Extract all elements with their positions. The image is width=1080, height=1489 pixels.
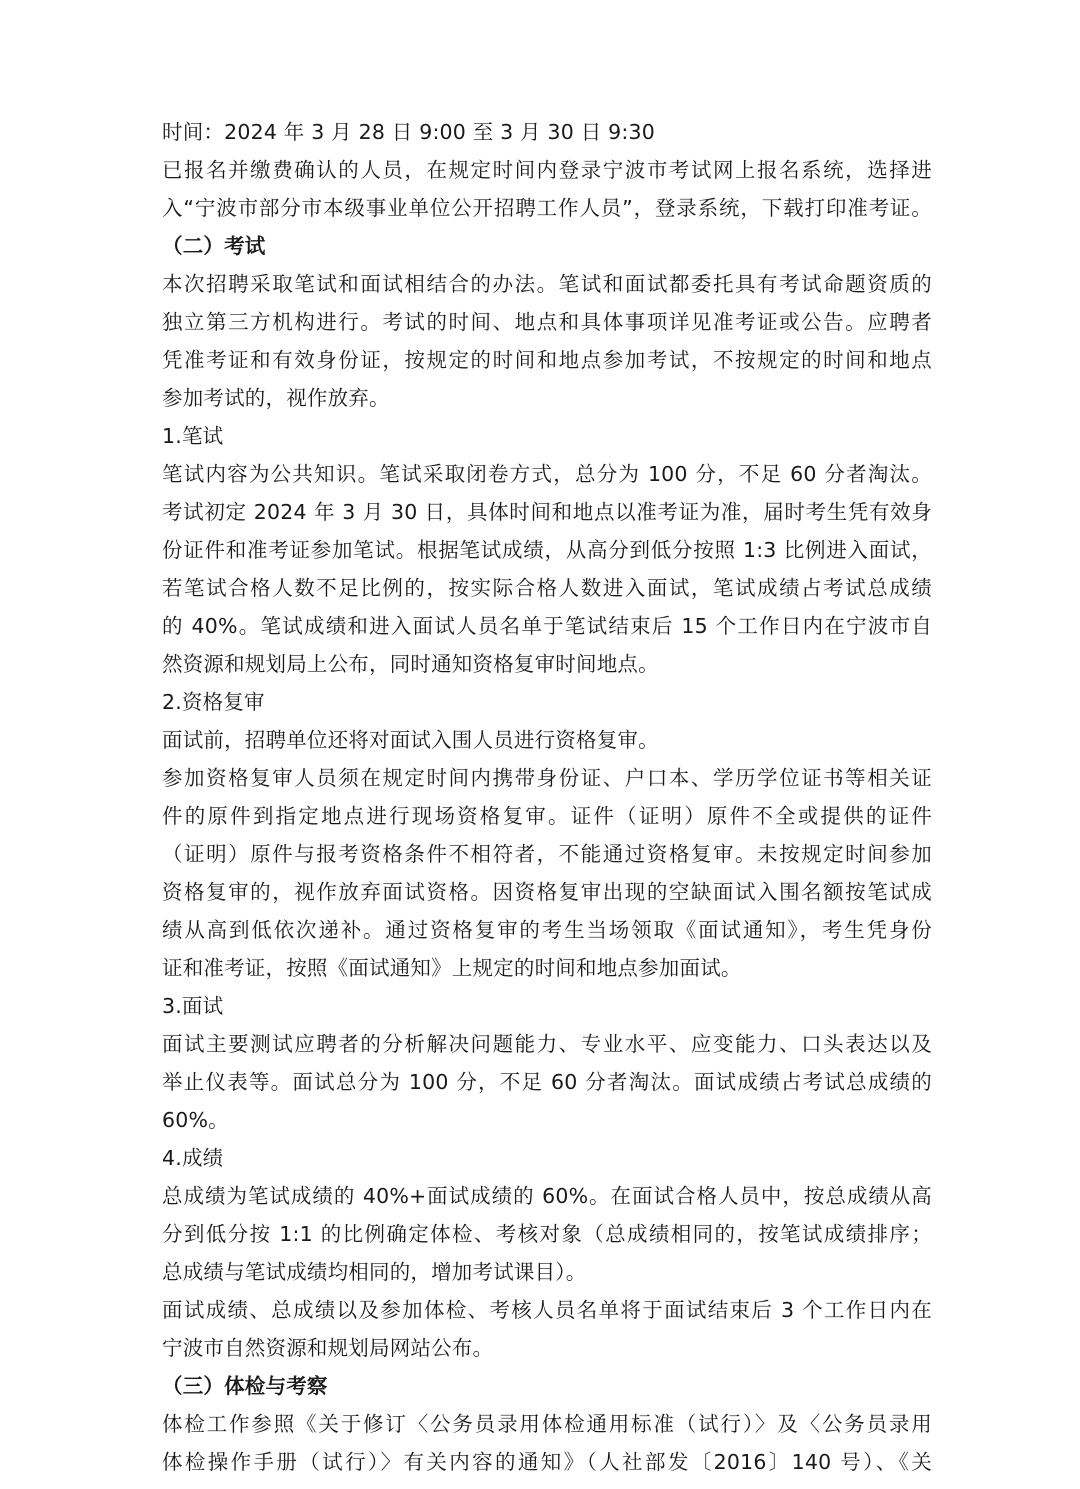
- text-line: 独立第三方机构进行。考试的时间、地点和具体事项详见准考证或公告。应聘者: [162, 310, 932, 334]
- section-heading: （二）考试: [162, 234, 266, 258]
- text-line: 1.笔试: [162, 424, 224, 448]
- text-line: 参加资格复审人员须在规定时间内携带身份证、户口本、学历学位证书等相关证: [162, 766, 932, 790]
- text-line: 体检操作手册（试行）〉有关内容的通知》（人社部发〔2016〕140 号）、《关: [162, 1450, 932, 1474]
- text-line: 份证件和准考证参加笔试。根据笔试成绩，从高分到低分按照 1:3 比例进入面试，: [162, 538, 932, 562]
- text-line: 件的原件到指定地点进行现场资格复审。证件（证明）原件不全或提供的证件: [162, 804, 932, 828]
- text-line: 举止仪表等。面试总分为 100 分，不足 60 分者淘汰。面试成绩占考试总成绩的: [162, 1070, 932, 1094]
- text-line: 已报名并缴费确认的人员，在规定时间内登录宁波市考试网上报名系统，选择进: [162, 158, 932, 182]
- text-line: 然资源和规划局上公布，同时通知资格复审时间地点。: [162, 652, 659, 676]
- document-page: [162, 113, 932, 1481]
- text-line: 证和准考证，按照《面试通知》上规定的时间和地点参加面试。: [162, 956, 742, 980]
- text-line: 时间：2024 年 3 月 28 日 9:00 至 3 月 30 日 9:30: [162, 120, 655, 144]
- text-line: 总成绩为笔试成绩的 40%+面试成绩的 60%。在面试合格人员中，按总成绩从高: [162, 1184, 932, 1208]
- text-line: 面试主要测试应聘者的分析解决问题能力、专业水平、应变能力、口头表达以及: [162, 1032, 932, 1056]
- text-line: 绩从高到低依次递补。通过资格复审的考生当场领取《面试通知》，考生凭身份: [162, 918, 932, 942]
- text-line: 面试前，招聘单位还将对面试入围人员进行资格复审。: [162, 728, 659, 752]
- text-line: 参加考试的，视作放弃。: [162, 386, 390, 410]
- text-line: 60%。: [162, 1108, 229, 1132]
- text-line: 本次招聘采取笔试和面试相结合的办法。笔试和面试都委托具有考试命题资质的: [162, 272, 932, 296]
- text-line: 考试初定 2024 年 3 月 30 日，具体时间和地点以准考证为准，届时考生凭有效身: [162, 500, 932, 524]
- text-line: 分到低分按 1:1 的比例确定体检、考核对象（总成绩相同的，按笔试成绩排序；: [162, 1222, 932, 1246]
- text-line: 3.面试: [162, 994, 224, 1018]
- text-line: 总成绩与笔试成绩均相同的，增加考试课目）。: [162, 1260, 587, 1284]
- text-line: 4.成绩: [162, 1146, 224, 1170]
- text-line: 面试成绩、总成绩以及参加体检、考核人员名单将于面试结束后 3 个工作日内在: [162, 1298, 932, 1322]
- text-line: 凭准考证和有效身份证，按规定的时间和地点参加考试，不按规定的时间和地点: [162, 348, 932, 372]
- section-heading: （三）体检与考察: [162, 1374, 328, 1398]
- text-line: 资格复审的，视作放弃面试资格。因资格复审出现的空缺面试入围名额按笔试成: [162, 880, 932, 904]
- text-line: 若笔试合格人数不足比例的，按实际合格人数进入面试，笔试成绩占考试总成绩: [162, 576, 932, 600]
- text-line: 2.资格复审: [162, 690, 265, 714]
- text-line: （证明）原件与报考资格条件不相符者，不能通过资格复审。未按规定时间参加: [162, 842, 932, 866]
- text-line: 入“宁波市部分市本级事业单位公开招聘工作人员”，登录系统，下载打印准考证。: [162, 196, 932, 220]
- text-line: 笔试内容为公共知识。笔试采取闭卷方式，总分为 100 分，不足 60 分者淘汰。: [162, 462, 932, 486]
- text-line: 的 40%。笔试成绩和进入面试人员名单于笔试结束后 15 个工作日内在宁波市自: [162, 614, 932, 638]
- text-line: 体检工作参照《关于修订〈公务员录用体检通用标准（试行）〉及〈公务员录用: [162, 1412, 932, 1436]
- text-line: 宁波市自然资源和规划局网站公布。: [162, 1336, 494, 1360]
